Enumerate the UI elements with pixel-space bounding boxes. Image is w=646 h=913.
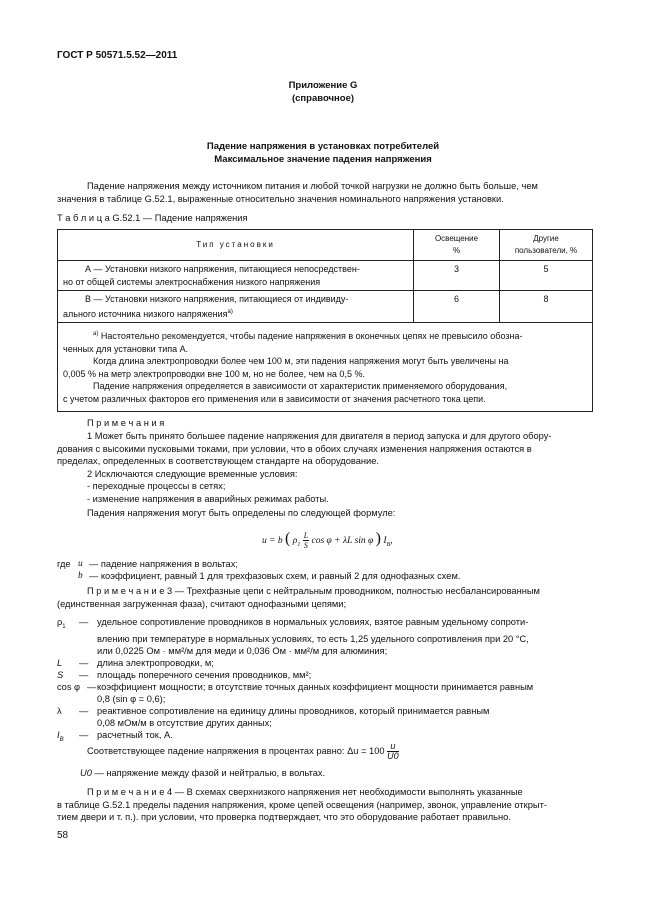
percent-den: U0 [387,751,399,761]
list-item: $I_B$ — расчетный ток, А. [57,729,593,746]
row-a-type [58,261,414,291]
note-1-line-2: дования с высокими пусковыми токами, при условии, что в обоих случаях изменения напряжения остаются в [57,443,532,454]
table-footnote [58,323,593,412]
intro-line-1: Падение напряжения между источником питания и любой точкой нагрузки не должно быть больше, чем [87,181,538,191]
list-item [57,645,593,657]
definitions-a [57,558,593,582]
table-row [58,261,593,291]
header-other [500,230,593,261]
def-symbol: λ [57,705,62,716]
table-caption-text: G.52.1 — Падение напряжения [112,213,248,223]
footnote-line-4: 0,005 % на метр электропроводки вне 100 м, но не более, чем на 0,5 %. [63,368,365,379]
formula-frac-num: L [303,531,309,541]
list-item: L — длина электропроводки, м; [57,657,593,669]
note-4 [57,786,593,824]
note-4-line-2: в таблице G.52.1 пределы падения напряжения, кроме цепей освещения (например, звонок, управление открыт- [57,799,547,810]
def-symbol: S [57,669,64,680]
def-text: реактивное сопротивление на единицу длины проводников, который принимается равным [97,705,490,716]
header-lighting [414,230,500,261]
footnote-line-6: с учетом различных факторов его применения или в зависимости от значения расчетного тока цепи. [63,393,486,404]
list-item: $\rho_1$ — удельное сопротивление проводников в нормальных условиях, взятое равным удельному сопроти- [57,616,593,633]
note-3-line-1: 3 — Трехфазные цепи с нейтральным проводником, полностью несбалансированным [166,586,540,596]
def-text: расчетный ток, А. [97,729,173,740]
note-3-line-2: (единственная загруженная фаза), считают однофазными цепями; [57,598,347,609]
note-3-word: П р и м е ч а н и е [87,586,165,596]
header-other-label: Другие [533,233,559,243]
row-b-lighting: 6 [414,291,500,323]
table-caption-word: Т а б л и ц а [57,213,110,223]
page-number: 58 [57,830,69,841]
row-a-lighting: 3 [414,261,500,291]
section-title-2: Максимальное значение падения напряжения [214,154,432,165]
table-row [58,291,593,323]
formula-fraction [303,531,309,550]
formula-current-sub: B [386,541,391,548]
voltage-drop-table [57,229,593,412]
notes-heading: П р и м е ч а н и я [87,418,165,428]
note-1-line-3: пределах, определенных в соответствующем стандарте на оборудование. [57,456,379,466]
def-symbol: b [78,571,83,581]
note-2-line-3: - изменение напряжения в аварийных режимах работы. [87,493,329,504]
definitions-b [57,616,593,746]
row-a-line-2: но от общей системы электроснабжения низкого напряжения [63,276,321,287]
percent-line: Соответствующее падение напряжения в процентах равно: Δu = 100 [87,745,385,756]
formula-frac-den: S [303,541,308,551]
list-item: cos φ — коэффициент мощности; в отсутствие точных данных коэффициент мощности принимается равным [57,681,593,693]
note-4-line-3: тием двери и т. п.). при условии, что проверка подтверждает, что это оборудование работает правильно. [57,812,511,822]
row-b-other: 8 [500,291,593,323]
header-lighting-label: Освещение [434,233,479,243]
footnote-line-5: Падение напряжения определяется в зависимости от характеристик применяемого оборудования, [93,381,508,391]
list-item [57,558,593,570]
formula-rho-sub: 1 [297,541,301,548]
list-item [57,633,593,645]
note-1 [57,430,593,505]
list-item: S — площадь поперечного сечения проводников, мм²; [57,669,593,681]
def-text: — падение напряжения в вольтах; [89,559,238,569]
footnote-line-1: Настоятельно рекомендуется, чтобы падение напряжения в оконечных цепях не превысило обозна- [98,331,523,341]
list-item [57,717,593,729]
def-symbol: u [78,559,83,569]
percent-num: u [387,742,399,752]
u0-symbol: U0 [80,768,92,778]
def-text: 0,8 (sin φ = 0,6); [97,693,166,704]
header-lighting-unit: % [452,246,461,255]
table-caption [57,213,247,223]
def-text: удельное сопротивление проводников в нормальных условиях, взятое равным удельному сопроти- [97,617,529,627]
footnote-mark: a) [93,331,99,337]
intro-line-2: значения в таблице G.52.1, выраженные относительно значения номинального напряжения установки. [57,193,504,204]
list-item [57,693,593,705]
intro-paragraph [57,180,593,205]
list-item [57,570,593,582]
row-a-other: 5 [500,261,593,291]
formula-middle: cos φ + λL sin φ [311,536,374,546]
list-item: λ — реактивное сопротивление на единицу длины проводников, который принимается равным [57,705,593,717]
formula-current: I [383,536,387,546]
table-footnote-row [58,323,593,412]
row-b-footnote-mark: a) [227,308,233,315]
document-header: ГОСТ Р 50571.5.52—2011 [57,50,178,61]
note-1-line-1: 1 Может быть принято большее падение напряжения для двигателя в период запуска и для другого обору- [87,431,552,441]
def-text: 0,08 мОм/м в отсутствие других данных; [97,717,272,728]
def-text: площадь поперечного сечения проводников, мм²; [97,669,312,680]
note-2-line-2: - переходные процессы в сетях; [87,481,226,491]
row-b-line-2: ального источника низкого напряжения [63,308,228,319]
note-4-word: П р и м е ч а н и е [87,787,165,797]
formula-intro: Падения напряжения могут быть определены по следующей формуле: [87,508,396,518]
def-text: — коэффициент, равный 1 для трехфазовых схем, и равный 2 для однофазных схем. [89,571,461,581]
table-header-row [58,230,593,261]
where-word: где [57,559,71,569]
def-symbol: cos φ [57,681,81,692]
formula-lhs: u = b [262,536,283,546]
header-other-unit: пользователи, % [514,246,578,255]
row-b-type [58,291,414,323]
u0-definition [80,768,325,778]
note-3 [57,585,593,610]
formula-rho: ρ [292,536,298,546]
row-a-line-1: А — Установки низкого напряжения, питающиеся непосредствен- [85,264,360,274]
voltage-drop-formula: u = b ( $\rho_1$ $\frac{L}{S}$ cos φ + λL sin φ ) $I_B$, [262,530,393,551]
def-text: или 0,0225 Ом · мм²/м для меди и 0,036 Ом · мм²/м для алюминия; [97,645,388,656]
def-text: коэффициент мощности; в отсутствие точных данных коэффициент мощности принимается равным [97,681,534,692]
def-text: длина электропроводки, м; [97,657,214,668]
header-install-type: Тип установки [58,230,414,261]
footnote-line-3: Когда длина электропроводки более чем 100 м, эти падения напряжения могут быть увеличены на [93,356,509,366]
section-title-1: Падение напряжения в установках потребителей [206,141,440,152]
note-4-line-1: 4 — В схемах сверхнизкого напряжения нет необходимости выполнять указанные [166,787,523,797]
percent-formula [87,742,399,761]
note-2-line-1: 2 Исключаются следующие временные условия: [87,468,298,479]
footnote-line-2: ченных для установки типа А. [63,343,189,354]
row-b-line-1: В — Установки низкого напряжения, питающиеся от индивиду- [85,294,349,304]
u0-text: — напряжение между фазой и нейтралью, в вольтах. [94,768,326,778]
annex-title: Приложение G [288,80,358,91]
formula-end: , [390,536,393,546]
def-symbol: L [57,657,63,668]
percent-fraction [387,742,399,761]
def-text: влению при температуре в нормальных условиях, то есть 1,25 удельного сопротивления при 20 °С, [97,633,529,644]
annex-subtitle: (справочное) [291,93,355,104]
